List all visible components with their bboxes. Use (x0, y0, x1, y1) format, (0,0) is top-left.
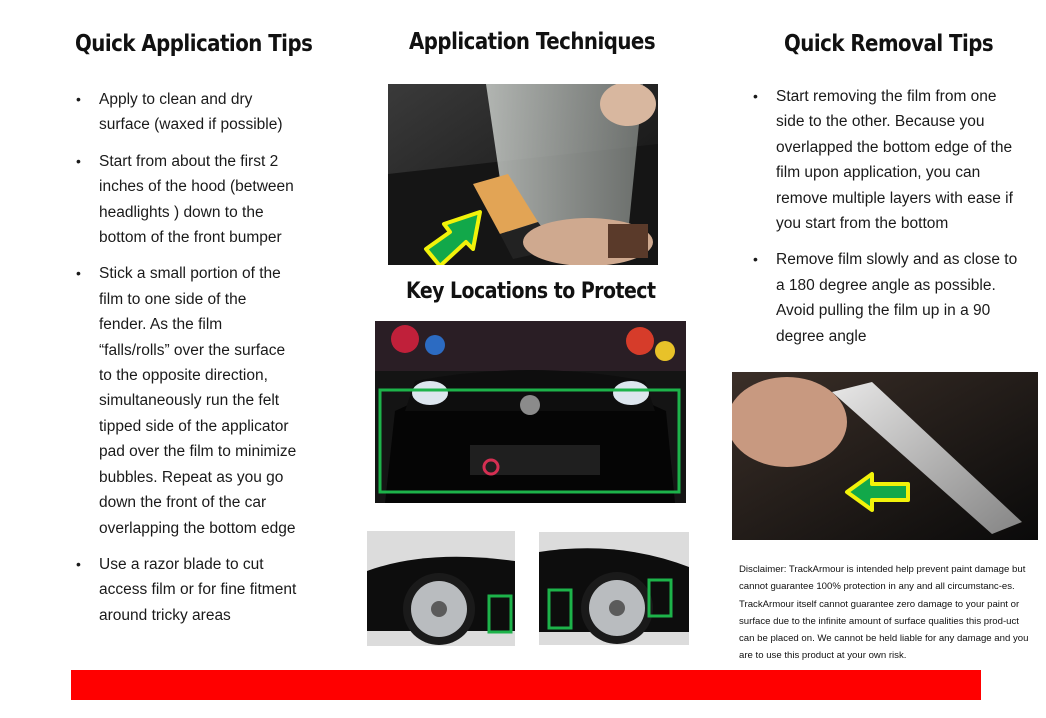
bullet-icon: • (76, 152, 81, 169)
front-wheel-image (367, 531, 515, 646)
rear-fender-photo (539, 532, 689, 645)
tip-text: Apply to clean and dry surface (waxed if possible) (99, 91, 283, 134)
middle-column-title: Application Techniques (409, 29, 656, 55)
bullet-icon: • (753, 251, 758, 268)
film-removal-photo (732, 372, 1038, 540)
rear-wheel-image (539, 532, 689, 645)
tip-text: Use a razor blade to cut access film or for fine fitment around tricky areas (99, 555, 297, 624)
list-item (75, 261, 297, 540)
car-front-image (375, 321, 686, 503)
tip-text: Start removing the film from one side to the other. Because you overlapped the bottom edge of the film upon application, you can remove multiple layers with ease if you start from the bottom (776, 88, 1013, 233)
right-column-title: Quick Removal Tips (784, 31, 994, 57)
bullet-icon: • (753, 88, 758, 104)
footer-red-bar (71, 670, 981, 700)
list-item (752, 84, 1020, 236)
left-column-title: Quick Application Tips (75, 31, 313, 57)
bullet-icon: • (76, 91, 81, 107)
car-front-photo (375, 321, 686, 503)
list-item (75, 87, 297, 138)
application-tips-list (75, 87, 297, 639)
tip-text: Remove film slowly and as close to a 180 degree angle as possible. Avoid pulling the film up in a 90 degree angle (776, 251, 1018, 345)
bullet-icon: • (76, 265, 81, 282)
squeegee-application-image (388, 84, 658, 265)
list-item (752, 247, 1020, 349)
tip-text: Stick a small portion of the film to one side of the fender. As the film “falls/rolls” over the surface to the opposite direction, simultaneously run the felt tipped side of the applicator pad over the film to minimize bubbles. Repeat as you go down the front of the car overlapping the bottom edge (99, 265, 297, 537)
list-item (75, 149, 297, 251)
disclaimer-text: Disclaimer: TrackArmour is intended help prevent paint damage but cannot guarantee 100% protection in any and all circumstanc-es. TrackArmour itself cannot guarantee zero damage to your paint or surface due to the infinite amount of surface qualities this prod-uct can be placed on. We cannot be held liable for any damage and you are to use this product at your own risk. (739, 564, 1029, 662)
film-peel-image (732, 372, 1038, 540)
tip-text: Start from about the first 2 inches of the hood (between headlights ) down to the bottom of the front bumper (99, 152, 294, 247)
removal-tips-list (752, 84, 1020, 360)
key-locations-title: Key Locations to Protect (406, 279, 656, 304)
application-technique-photo (388, 84, 658, 265)
list-item (75, 552, 297, 628)
bullet-icon: • (76, 555, 81, 572)
front-fender-photo (367, 531, 515, 646)
